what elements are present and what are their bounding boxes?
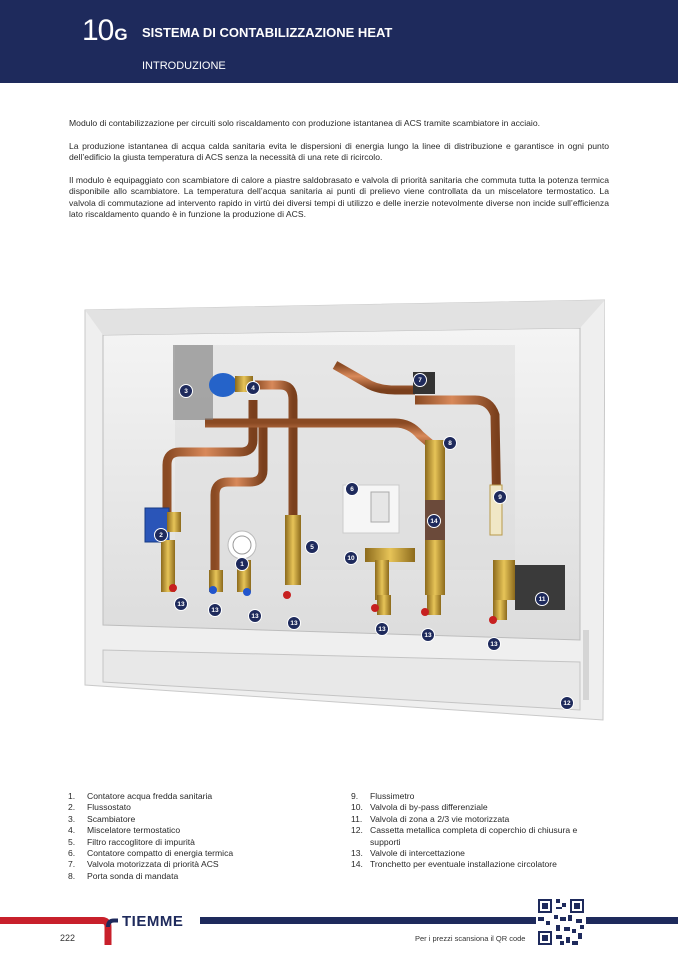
- callout-10: 10: [344, 551, 358, 565]
- callout-4: 4: [246, 381, 260, 395]
- brand-mark-icon: [88, 917, 118, 947]
- callout-13g: 13: [487, 637, 501, 651]
- legend-number: 2.: [68, 802, 76, 813]
- legend-number: 14.: [351, 859, 363, 870]
- legend-item: [68, 848, 328, 859]
- legend-text: Valvola di zona a 2/3 vie motorizzata: [370, 813, 510, 824]
- callout-3: 3: [179, 384, 193, 398]
- brand-logo: TIEMME: [122, 913, 184, 930]
- legend-text: Filtro raccoglitore di impurità: [87, 836, 195, 847]
- callout-9: 9: [493, 490, 507, 504]
- legend-item: [351, 791, 609, 802]
- callout-14: 14: [427, 514, 441, 528]
- legend-number: 5.: [68, 836, 76, 847]
- legend-number: 8.: [68, 870, 76, 881]
- legend-item: [351, 848, 609, 859]
- legend-text: Valvola di by-pass differenziale: [370, 802, 488, 813]
- callout-7: 7: [413, 373, 427, 387]
- legend-text: Valvola motorizzata di priorità ACS: [87, 859, 219, 870]
- legend-item: [68, 871, 328, 882]
- callout-13c: 13: [248, 609, 262, 623]
- legend-text: Flussimetro: [370, 791, 415, 801]
- legend-item: [68, 814, 328, 825]
- legend-left: [68, 791, 328, 882]
- page-header: [0, 0, 678, 83]
- intro-paragraph-3: Il modulo è equipaggiato con scambiatore di calore a piastre saldobrasato e valvola di priorità sanitaria che commuta tutta la potenza termica disponibile allo scambiatore. La temperatura dell’acqua sanitaria ai punti di prelievo viene controllata da un miscelatore termostatico. La valvola di commutazione ad intervento rapido in virtù dei diversi tempi di utilizzo e delle inerzie notevolmente diverse non incide sull’efficienza lato riscaldamento quando è in funzione la produzione di ACS.: [69, 174, 609, 219]
- legend-number: 11.: [351, 813, 363, 824]
- legend-number: 6.: [68, 848, 76, 859]
- legend-item: [68, 791, 328, 802]
- legend-item: [351, 825, 609, 848]
- footer-bar-navy: [200, 917, 678, 924]
- callout-5: 5: [305, 540, 319, 554]
- intro-paragraph-1: Modulo di contabilizzazione per circuiti solo riscaldamento con produzione istantanea di ACS tramite scambiatore in acciaio.: [69, 118, 540, 128]
- callout-8: 8: [443, 436, 457, 450]
- section-number-digits: 10: [82, 14, 114, 47]
- callout-12: 12: [560, 696, 574, 710]
- legend-number: 4.: [68, 825, 76, 836]
- callout-1: 1: [235, 557, 249, 571]
- module-drawing: [75, 290, 605, 760]
- legend-item: [351, 802, 609, 813]
- section-title: SISTEMA DI CONTABILIZZAZIONE HEAT: [142, 25, 393, 40]
- product-illustration: [75, 290, 605, 760]
- legend-text: Flussostato: [87, 802, 131, 813]
- callout-2: 2: [154, 528, 168, 542]
- legend-number: 3.: [68, 813, 76, 824]
- legend-number: 1.: [68, 791, 76, 801]
- legend-number: 7.: [68, 859, 76, 870]
- qr-code-icon: [536, 897, 586, 947]
- legend-number: 10.: [351, 802, 363, 813]
- callout-13a: 13: [174, 597, 188, 611]
- page-number: 222: [60, 933, 76, 943]
- intro-text: [69, 118, 609, 232]
- legend-text: Cassetta metallica completa di coperchio di chiusura e supporti: [370, 825, 578, 847]
- legend-number: 13.: [351, 848, 363, 859]
- callout-6: 6: [345, 482, 359, 496]
- legend-number: 12.: [351, 825, 363, 836]
- callout-11: 11: [535, 592, 549, 606]
- callout-13b: 13: [208, 603, 222, 617]
- legend-number: 9.: [351, 791, 359, 801]
- qr-caption: Per i prezzi scansiona il QR code: [415, 934, 526, 943]
- page-footer: [0, 905, 678, 959]
- callout-13d: 13: [287, 616, 301, 630]
- legend-text: Scambiatore: [87, 813, 136, 824]
- legend-item: [68, 825, 328, 836]
- qr-code[interactable]: [536, 897, 586, 947]
- legend-text: Miscelatore termostatico: [87, 825, 181, 836]
- legend-item: [68, 837, 328, 848]
- legend-item: [68, 859, 328, 870]
- legend-text: Contatore acqua fredda sanitaria: [87, 791, 213, 801]
- callout-13e: 13: [375, 622, 389, 636]
- section-letter: G: [114, 25, 127, 44]
- footer-bar-red: [0, 917, 100, 924]
- legend-text: Valvole di intercettazione: [370, 848, 465, 859]
- legend-item: [68, 802, 328, 813]
- legend-text: Contatore compatto di energia termica: [87, 848, 234, 859]
- intro-paragraph-2: La produzione istantanea di acqua calda sanitaria evita le dispersioni di energia lungo la linee di distribuzione e garantisce in ogni punto dell’edificio la giusta temperatura di ACS senza la necessità di una rete di ricircolo.: [69, 140, 609, 162]
- section-number: [82, 14, 127, 48]
- legend-item: [351, 814, 609, 825]
- legend-text: Tronchetto per eventuale installazione circolatore: [370, 859, 557, 870]
- legend-text: Porta sonda di mandata: [87, 870, 179, 881]
- legend-right: [351, 791, 609, 871]
- callout-13f: 13: [421, 628, 435, 642]
- legend-item: [351, 859, 609, 870]
- section-subtitle: INTRODUZIONE: [142, 60, 226, 72]
